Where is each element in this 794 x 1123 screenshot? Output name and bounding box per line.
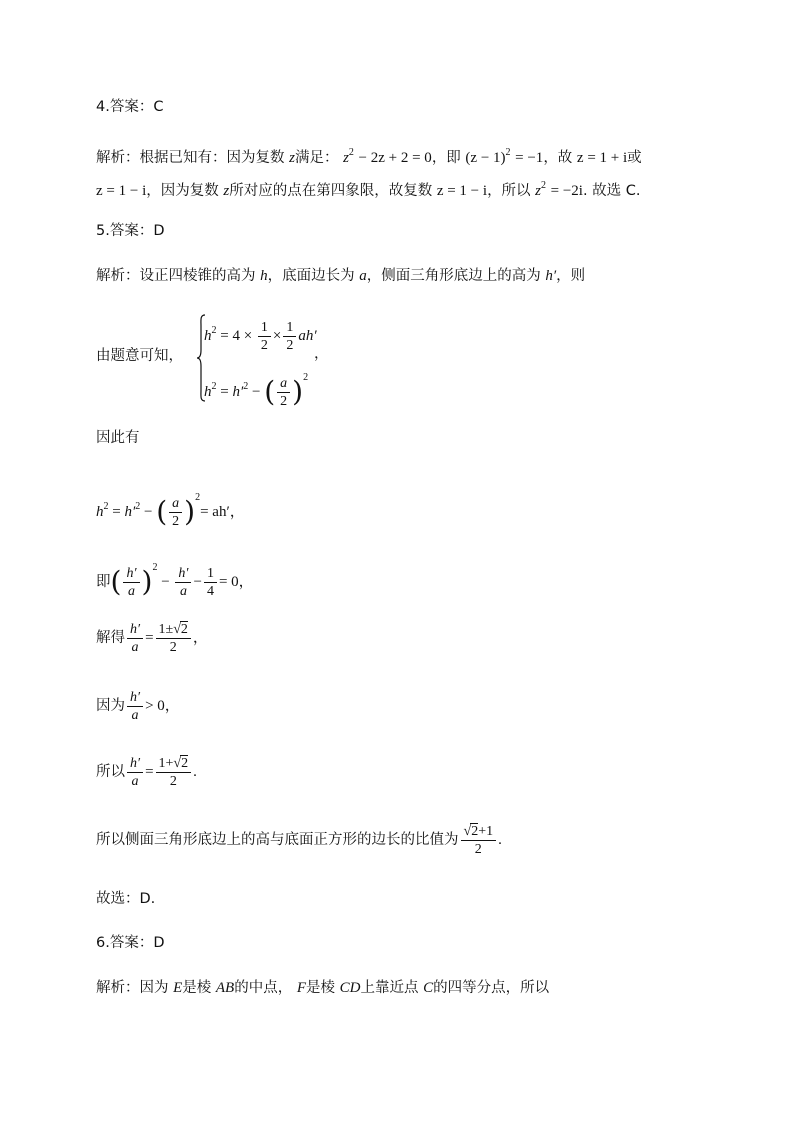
eq-because: 因为 $\frac{h'}{a}$ > 0， (96, 689, 180, 723)
system-eq1: $h^2 = 4$ × $\frac{1}{2}$ × $\frac{1}{2}$ ah′ (204, 319, 317, 353)
q5-choose: 故选：D. (96, 891, 156, 907)
eq-h-squared: $h^2 = h'^2$ − ( $\frac{a}{2}$ )$^2$= ah′， (96, 492, 245, 529)
q5-by-problem: 由题意可知， (96, 348, 183, 364)
eq-so: 所以 $\frac{h'}{a}$ = $\frac{1+√2}{2}$ . (96, 755, 197, 789)
q4-analysis-line2: z = 1 − i，因为复数 z所对应的点在第四象限，故复数 z = 1 − i，所以 $z^2 = -2i$. 故选 C. (96, 180, 641, 199)
q5-therefore: 因此有 (96, 430, 140, 446)
system-eq2: $h^2 = h'^2$ − ( $\frac{a}{2}$ )$^2$ (204, 372, 309, 409)
q6-answer: 6.答案：D (96, 935, 165, 951)
eq-quadratic: 即( $\frac{h'}{a}$ )$^2$ − $\frac{h'}{a}$ − $\frac{1}{4}$ = 0， (96, 562, 254, 599)
q6-analysis: 解析：因为 E是棱 AB的中点， F是棱 CD上靠近点 C的四等分点，所以 (96, 980, 550, 996)
q4-analysis-line1: 解析：根据已知有：因为复数 z满足： $z^2 - 2z + 2 = 0$，即 $(z - 1)^2 = -1$，故 z = 1 + i或 (96, 147, 642, 166)
q5-answer: 5.答案：D (96, 223, 165, 239)
ratio-line: 所以侧面三角形底边上的高与底面正方形的边长的比值为 $\frac{√2+1}{2}$ . (96, 823, 502, 857)
q4-answer: 4.答案：C (96, 99, 164, 115)
eq-solve: 解得 $\frac{h'}{a}$ = $\frac{1\pm√2}{2}$ ， (96, 621, 208, 655)
system-comma: ， (314, 346, 329, 362)
q5-analysis: 解析：设正四棱锥的高为 h，底面边长为 a，侧面三角形底边上的高为 h′，则 (96, 268, 586, 284)
